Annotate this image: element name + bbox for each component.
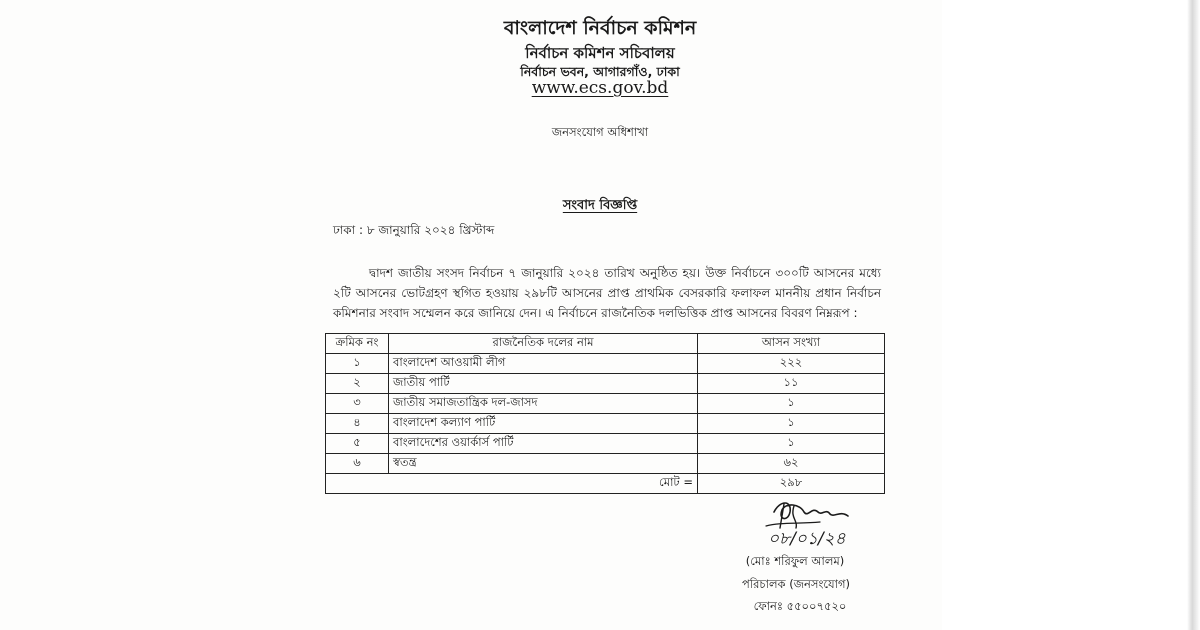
total-value: ২৯৮ xyxy=(698,474,885,494)
table-total-row xyxy=(326,474,885,494)
header-seats: আসন সংখ্যা xyxy=(698,334,885,354)
date-line: ঢাকা : ৮ জানুয়ারি ২০২৪ খ্রিস্টাব্দ xyxy=(333,223,495,237)
table-row xyxy=(326,394,885,414)
row-serial: ৩ xyxy=(326,394,389,414)
row-party: বাংলাদেশ আওয়ামী লীগ xyxy=(389,354,698,374)
row-party: জাতীয় সমাজতান্ত্রিক দল-জাসদ xyxy=(389,394,698,414)
row-party: স্বতন্ত্র xyxy=(389,454,698,474)
org-name: বাংলাদেশ নির্বাচন কমিশন xyxy=(503,17,697,39)
signer-title: পরিচালক (জনসংযোগ) xyxy=(741,577,851,591)
row-serial: ৫ xyxy=(326,434,389,454)
header-serial: ক্রমিক নং xyxy=(326,334,389,354)
header-party: রাজনৈতিক দলের নাম xyxy=(389,334,698,354)
row-party: বাংলাদেশের ওয়ার্কার্স পার্টি xyxy=(389,434,698,454)
secretariat-name: নির্বাচন কমিশন সচিবালয় xyxy=(525,44,675,62)
office-address: নির্বাচন ভবন, আগারগাঁও, ঢাকা xyxy=(520,64,680,79)
website-link[interactable]: www.ecs.gov.bd xyxy=(531,78,669,98)
results-table xyxy=(325,333,885,494)
row-seats: ১ xyxy=(698,394,885,414)
row-party: বাংলাদেশ কল্যাণ পার্টি xyxy=(389,414,698,434)
row-serial: ২ xyxy=(326,374,389,394)
table-row xyxy=(326,434,885,454)
department-name: জনসংযোগ অধিশাখা xyxy=(551,125,649,139)
signer-phone: ফোনঃ ৫৫০০৭৫২০ xyxy=(753,599,847,613)
body-text: দ্বাদশ জাতীয় সংসদ নির্বাচন ৭ জানুয়ারি ২০২৪ তারিখ অনুষ্ঠিত হয়। উক্ত নির্বাচনে ৩০০টি আসনের মধ্যে ২টি আসনের ভোটগ্রহণ স্থগিত হওয়ায় ২৯৮টি আসনের প্রাপ্ত প্রাথমিক বেসরকারি ফলাফল মাননীয় প্রধান নির্বাচন কমিশনার সংবাদ সম্মেলন করে জানিয়ে দেন। এ নির্বাচনে রাজনৈতিক দলভিত্তিক প্রাপ্ত আসনের বিবরণ নিম্নরূপ : xyxy=(333,266,881,320)
row-seats: ২২২ xyxy=(698,354,885,374)
row-seats: ১ xyxy=(698,434,885,454)
signature-scrawl-icon xyxy=(760,498,870,550)
table-row xyxy=(326,414,885,434)
notice-title: সংবাদ বিজ্ঞপ্তি xyxy=(562,198,638,213)
signer-name: (মোঃ শরিফুল আলম) xyxy=(745,554,845,568)
table-header-row xyxy=(326,334,885,354)
table-row xyxy=(326,454,885,474)
signature-date: ০৮/০১/২৪ xyxy=(768,529,846,549)
handwritten-signature xyxy=(760,498,870,550)
row-seats: ১১ xyxy=(698,374,885,394)
row-serial: ১ xyxy=(326,354,389,374)
row-serial: ৪ xyxy=(326,414,389,434)
total-label: মোট = xyxy=(326,474,698,494)
row-party: জাতীয় পার্টি xyxy=(389,374,698,394)
table-row xyxy=(326,354,885,374)
row-serial: ৬ xyxy=(326,454,389,474)
row-seats: ৬২ xyxy=(698,454,885,474)
table-row xyxy=(326,374,885,394)
body-paragraph xyxy=(333,263,881,323)
row-seats: ১ xyxy=(698,414,885,434)
